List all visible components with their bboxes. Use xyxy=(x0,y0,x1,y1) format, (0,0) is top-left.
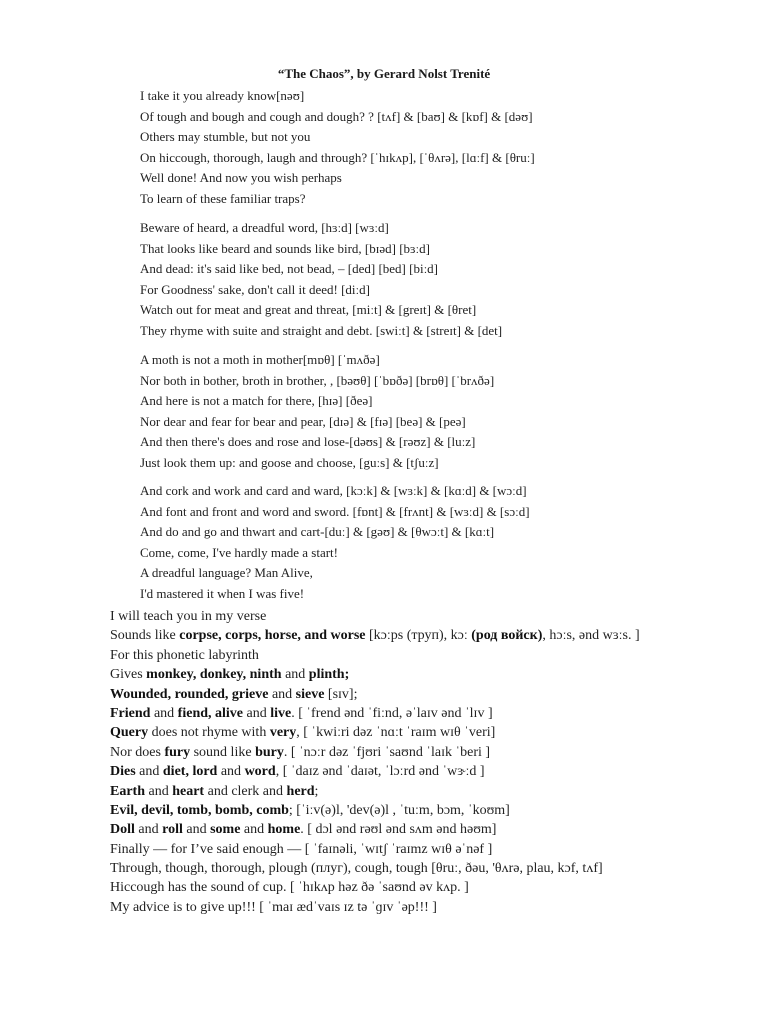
verse-text: плуг xyxy=(315,861,343,877)
poem-line: Well done! And now you wish perhaps xyxy=(140,170,342,185)
poem-line: Come, come, I've hardly made a start! xyxy=(140,544,338,560)
verse-line xyxy=(110,840,760,859)
poem-line: Others may stumble, but not you xyxy=(140,129,311,144)
verse-text: . [ ˈnɔːr dəz ˈfjʊri ˈsaʊnd ˈlaɪk ˈberi ] xyxy=(283,744,491,760)
verse-text: ), cough, tough [θruː, ðəu, 'θʌrə, plau, kɔf, tʌf] xyxy=(342,861,603,877)
bold-word: live xyxy=(270,705,292,721)
verse-text: ; xyxy=(314,783,319,799)
verse-text: does not rhyme with xyxy=(148,725,270,741)
poem-line: A dreadful language? Man Alive, xyxy=(140,565,313,580)
verse-text: Nor does xyxy=(110,744,165,760)
verse-text: , hɔːs, ənd wɜːs. ] xyxy=(542,628,640,644)
bold-word: Wounded, rounded, grieve xyxy=(110,686,269,702)
bold-word: (род войск) xyxy=(467,628,543,644)
verse-text: and xyxy=(268,686,296,702)
verse-text: . [ dɔl ənd rəʊl ənd sʌm ənd həʊm] xyxy=(300,822,497,838)
poem-line: Nor dear and fear for bear and pear, [dɪə] & [fɪə] [beə] & [peə] xyxy=(140,413,466,429)
verse-text: Hiccough has the sound of cup. [ ˈhɪkʌp həz ðə ˈsaʊnd əv kʌp. ] xyxy=(110,880,469,896)
verse-line xyxy=(110,704,760,723)
verse-text: For this phonetic labyrinth xyxy=(110,647,259,663)
bold-word: plinth; xyxy=(308,667,350,683)
verse-line xyxy=(110,646,760,665)
verse-text: I will teach you in my verse xyxy=(110,609,267,624)
verse-line xyxy=(110,820,760,839)
poem-line: A moth is not a moth in mother[mɒθ] [ˈmʌðə] xyxy=(140,352,380,367)
bold-word: fury xyxy=(164,744,191,760)
poem-line: Nor both in bother, broth in brother, , [bəʊθ] [ˈbɒðə] [brɒθ] [ˈbrʌðə] xyxy=(140,372,495,388)
verse-text: and clerk and xyxy=(204,783,287,799)
verse-line xyxy=(110,685,760,704)
verse-text: and xyxy=(243,705,271,721)
bold-word: bury xyxy=(255,744,284,760)
verse-text: [sɪv]; xyxy=(324,686,358,702)
bold-word: Dies xyxy=(110,764,136,780)
verse-text: , [ ˈkwiːri dəz ˈnɑːt ˈraɪm wɪθ ˈveri] xyxy=(296,725,496,741)
verse-line xyxy=(110,782,760,801)
bold-word: Query xyxy=(110,725,149,741)
bold-word: Evil, devil, tomb, bomb, comb xyxy=(110,802,289,818)
verse-text: and xyxy=(134,822,163,838)
poem-line: I'd mastered it when I was five! xyxy=(140,585,305,601)
stanza-2 xyxy=(140,218,760,341)
verse-text: and xyxy=(281,667,309,683)
verse-text: [kɔːps ( xyxy=(365,628,412,644)
verse-text: and xyxy=(145,783,173,799)
verse-text: ), kɔː xyxy=(439,628,468,644)
bold-word: home xyxy=(267,822,301,838)
stanza-1 xyxy=(140,86,760,209)
verse-text: sound like xyxy=(190,744,256,760)
poem-line: I take it you already know[nəʊ] xyxy=(140,88,305,103)
verse-text: and xyxy=(150,705,178,721)
verse-text: Gives xyxy=(110,667,147,683)
poem-line: They rhyme with suite and straight and debt. [swiːt] & [streɪt] & [det] xyxy=(140,322,503,338)
bold-word: corpse, corps, horse, and worse xyxy=(179,628,366,644)
stanza-4 xyxy=(140,481,760,604)
poem-title: “The Chaos”, by Gerard Nolst Trenité xyxy=(277,66,491,81)
stanza-3 xyxy=(140,350,760,473)
bold-word: monkey, donkey, ninth xyxy=(146,667,282,683)
verse-line xyxy=(110,626,760,645)
verse-line xyxy=(110,665,760,684)
bold-word: very xyxy=(269,725,297,741)
poem-line: Watch out for meat and great and threat, [miːt] & [greɪt] & [θret] xyxy=(140,302,477,317)
poem-line: And then there's does and rose and lose-[dəʊs] & [rəʊz] & [luːz] xyxy=(140,434,476,449)
verse-text: and xyxy=(217,764,245,780)
verse-text: , [ ˈdaɪz ənd ˈdaɪət, ˈlɔːrd ənd ˈwɝːd ] xyxy=(275,764,485,780)
poem-line: To learn of these familiar traps? xyxy=(140,190,306,206)
bold-word: Friend xyxy=(110,705,151,721)
verse-text: Finally — for I’ve said enough — [ ˈfaɪnəli, ˈwɪtʃ ˈraɪmz wɪθ əˈnəf ] xyxy=(110,841,493,857)
verse-text: Sounds like xyxy=(110,628,180,644)
bold-word: Doll xyxy=(110,822,135,838)
bold-word: roll xyxy=(162,822,183,838)
verse-text: труп xyxy=(411,628,439,644)
bold-word: herd xyxy=(286,783,315,799)
verse-text: and xyxy=(182,822,211,838)
poem-line: That looks like beard and sounds like bird, [bɪəd] [bɜːd] xyxy=(140,240,430,256)
poem-line: And dead: it's said like bed, not bead, – [ded] [bed] [biːd] xyxy=(140,261,439,276)
bold-word: fiend, alive xyxy=(177,705,244,721)
bold-word: some xyxy=(210,822,241,838)
poem-line: And cork and work and card and ward, [kɔːk] & [wɜːk] & [kɑːd] & [wɔːd] xyxy=(140,483,527,498)
verse-line xyxy=(110,723,760,742)
bold-word: sieve xyxy=(295,686,325,702)
verse-line xyxy=(110,878,760,897)
verse-line xyxy=(110,762,760,781)
verse-text: and xyxy=(135,764,163,780)
verse-text: and xyxy=(240,822,268,838)
verse-text: Through, though, thorough, plough ( xyxy=(110,861,316,877)
poem-line: And font and front and word and sword. [fɒnt] & [frʌnt] & [wɜːd] & [sɔːd] xyxy=(140,503,530,519)
verse-line xyxy=(110,859,760,878)
poem-line: Just look them up: and goose and choose, [guːs] & [tʃuːz] xyxy=(140,454,439,470)
verse-line xyxy=(110,743,760,762)
verse-text: My advice is to give up!!! [ ˈmaɪ ædˈvaɪs ɪz tə ˈɡɪv ˈəp!!! ] xyxy=(110,899,437,915)
poem-line: Beware of heard, a dreadful word, [hɜːd] [wɜːd] xyxy=(140,220,389,235)
poem-line: And do and go and thwart and cart-[duː] & [gəʊ] & [θwɔːt] & [kɑːt] xyxy=(140,524,495,539)
verse-line xyxy=(110,898,760,917)
poem-line: Of tough and bough and cough and dough? ? [tʌf] & [baʊ] & [kɒf] & [dəʊ] xyxy=(140,108,533,124)
verse-line xyxy=(110,801,760,820)
verse-section xyxy=(110,607,760,917)
poem-line: On hiccough, thorough, laugh and through? [ˈhɪkʌp], [ˈθʌrə], [lɑːf] & [θruː] xyxy=(140,149,535,165)
bold-word: heart xyxy=(172,783,205,799)
verse-line xyxy=(110,607,760,626)
bold-word: word xyxy=(244,764,276,780)
poem-line: For Goodness' sake, don't call it deed! [diːd] xyxy=(140,281,370,297)
verse-text: ; [ˈiːv(ə)l, 'dev(ə)l , ˈtuːm, bɔm, ˈkoʊm] xyxy=(288,802,510,818)
bold-word: Earth xyxy=(110,783,145,799)
poem-line: And here is not a match for there, [hɪə] [ðeə] xyxy=(140,393,373,408)
verse-text: . [ ˈfrend ənd ˈfiːnd, əˈlaɪv ənd ˈlɪv ] xyxy=(291,705,493,721)
bold-word: diet, lord xyxy=(162,764,218,780)
